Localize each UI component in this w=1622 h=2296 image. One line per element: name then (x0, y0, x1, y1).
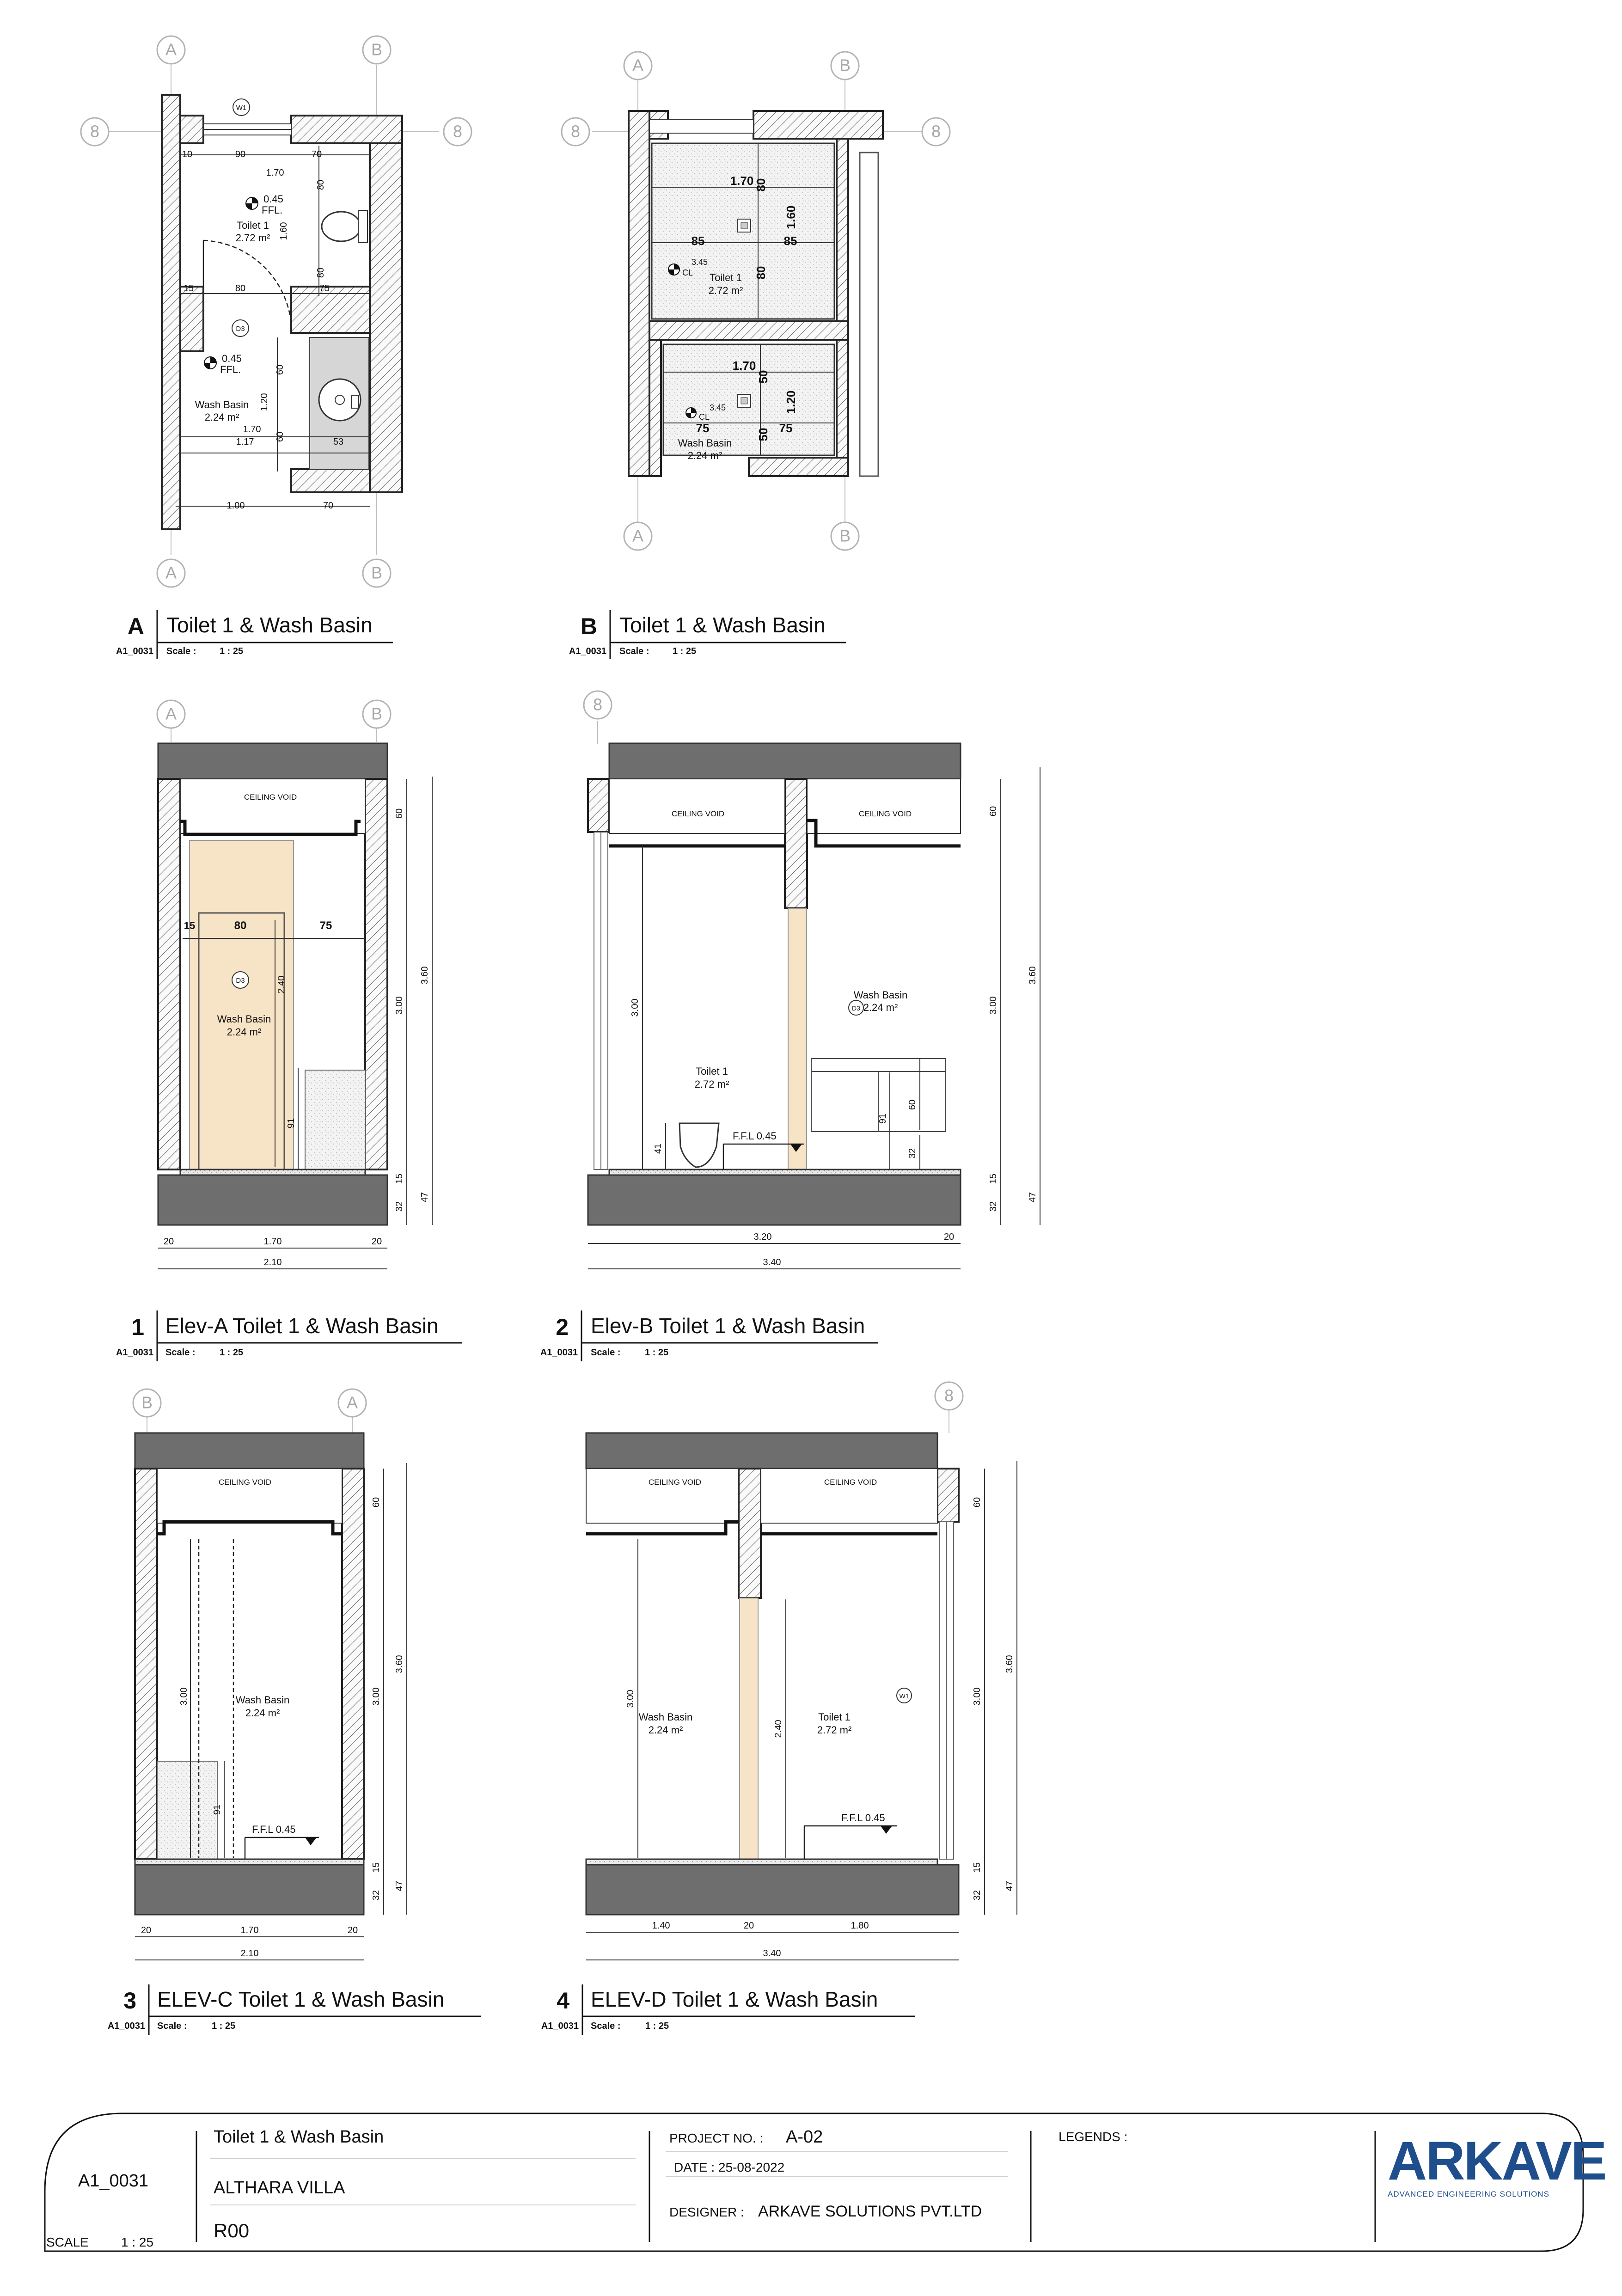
view-scale-label: Scale : (591, 2021, 621, 2031)
tb-project-no-label: PROJECT NO. : (669, 2131, 764, 2145)
dim-text: 32 (988, 1201, 998, 1212)
dim-text: 20 (371, 1237, 382, 1247)
dim-text: 80 (316, 267, 326, 278)
dim-text: 75 (319, 283, 330, 294)
dim-text: 15 (184, 920, 196, 931)
dim-text: 60 (394, 808, 404, 819)
elev-c (133, 1389, 407, 1960)
view-sheet: A1_0031 (541, 2021, 579, 2031)
grid-bubble-b: B (371, 704, 383, 723)
dim-text: 3.60 (1028, 966, 1038, 985)
grid-bubble-a: A (165, 563, 177, 582)
grid-bubble-8: 8 (931, 122, 941, 141)
grid-bubble-b: B (839, 55, 851, 75)
level-value: 0.45 (222, 353, 242, 364)
view-number: 2 (556, 1314, 569, 1340)
view-scale-label: Scale : (165, 1347, 196, 1358)
view-scale: 1 : 25 (212, 2021, 236, 2031)
view-title: Toilet 1 & Wash Basin (166, 613, 373, 637)
room-name-wash: Wash Basin (195, 399, 249, 410)
dim-text: 50 (756, 370, 770, 384)
view-title-elev-b (540, 1310, 878, 1361)
grid-bubble-a: A (632, 526, 644, 545)
room-name-toilet: Toilet 1 (710, 272, 742, 283)
tb-drawing-title: Toilet 1 & Wash Basin (214, 2127, 384, 2147)
dim-text: 15 (972, 1862, 982, 1873)
room-name-toilet: Toilet 1 (696, 1065, 728, 1077)
dim-text: 2.10 (240, 1948, 259, 1959)
dim-text: 1.00 (226, 501, 245, 511)
view-number: 3 (123, 1988, 136, 2014)
tb-designer-label: DESIGNER : (669, 2205, 744, 2219)
view-title: Toilet 1 & Wash Basin (619, 613, 826, 637)
door-tag: D3 (236, 977, 245, 985)
dim-text: 20 (743, 1921, 754, 1931)
ceiling-void-label: CEILING VOID (648, 1478, 702, 1487)
dim-text: 60 (275, 431, 285, 442)
dim-text: 60 (275, 364, 285, 375)
view-scale: 1 : 25 (645, 1347, 669, 1358)
dim-text: 91 (878, 1113, 888, 1124)
tb-project-no: A-02 (786, 2127, 823, 2147)
dim-text: 53 (333, 437, 344, 447)
view-sheet: A1_0031 (569, 646, 606, 656)
dim-text: 1.17 (236, 437, 254, 447)
dim-text: 3.00 (630, 998, 640, 1017)
level-value: 0.45 (263, 193, 283, 205)
dim-text: 1.70 (263, 1237, 282, 1247)
dim-text: 47 (420, 1192, 430, 1203)
view-title-plan-b (569, 610, 846, 659)
dim-text: 91 (212, 1804, 222, 1815)
dim-text: 41 (653, 1143, 663, 1154)
dim-text: 32 (371, 1890, 381, 1901)
dim-text: 3.00 (394, 996, 404, 1015)
tb-sheet-number: A1_0031 (78, 2171, 149, 2191)
elev-b (584, 691, 1040, 1269)
dim-text: 60 (907, 1099, 918, 1110)
view-number: A (127, 613, 144, 639)
tb-scale-label: SCALE (46, 2235, 89, 2249)
view-sheet: A1_0031 (116, 646, 153, 656)
dim-text: 1.70 (243, 424, 261, 435)
ffl-tag: F.F.L 0.45 (733, 1130, 777, 1142)
window-tag: W1 (899, 1692, 909, 1700)
dim-text: 20 (943, 1232, 955, 1242)
view-scale: 1 : 25 (673, 646, 697, 656)
tb-date: DATE : 25-08-2022 (674, 2160, 785, 2174)
room-area-wash: 2.24 m² (204, 411, 239, 423)
room-area-wash: 2.24 m² (863, 1002, 898, 1013)
dim-text: 1.70 (730, 174, 754, 188)
dim-text: 50 (756, 428, 770, 441)
dim-text: 2.40 (276, 975, 287, 994)
window-tag: W1 (236, 104, 247, 112)
dim-text: 2.40 (773, 1720, 783, 1738)
dim-text: 3.00 (988, 996, 998, 1015)
dim-text: 32 (907, 1148, 918, 1159)
dim-text: 20 (163, 1237, 174, 1247)
room-name-wash: Wash Basin (217, 1013, 271, 1025)
grid-bubble-b: B (371, 563, 383, 582)
room-area-wash: 2.24 m² (687, 450, 722, 461)
tb-scale: 1 : 25 (121, 2235, 154, 2249)
room-name-wash: Wash Basin (678, 437, 732, 449)
dim-text: 3.40 (763, 1948, 781, 1959)
grid-bubble-8: 8 (593, 695, 603, 714)
tb-designer: ARKAVE SOLUTIONS PVT.LTD (758, 2203, 982, 2220)
door-tag: D3 (852, 1004, 860, 1012)
elev-a (157, 700, 432, 1269)
dim-text: 1.40 (652, 1921, 670, 1931)
room-area-toilet: 2.72 m² (708, 285, 743, 296)
room-area-wash: 2.24 m² (648, 1724, 683, 1736)
dim-text: 60 (371, 1497, 381, 1508)
dim-text: 1.70 (240, 1925, 259, 1935)
dim-text: 80 (316, 179, 326, 190)
room-name-toilet: Toilet 1 (237, 220, 269, 231)
logo-tagline: ADVANCED ENGINEERING SOLUTIONS (1388, 2190, 1549, 2198)
level-label: CL (699, 412, 710, 422)
view-title: Elev-A Toilet 1 & Wash Basin (165, 1314, 439, 1338)
room-name-wash: Wash Basin (235, 1694, 290, 1706)
title-block (45, 2113, 1606, 2251)
dim-text: 91 (286, 1118, 296, 1129)
ceiling-void-label: CEILING VOID (671, 809, 725, 818)
view-scale: 1 : 25 (645, 2021, 669, 2031)
dim-text: 75 (696, 421, 710, 435)
level-value: 3.45 (692, 257, 708, 267)
grid-bubble-8: 8 (944, 1386, 954, 1405)
room-name-toilet: Toilet 1 (818, 1711, 851, 1723)
dim-text: 3.40 (763, 1257, 781, 1267)
dim-text: 10 (182, 149, 193, 159)
tb-legends-label: LEGENDS : (1059, 2130, 1128, 2144)
grid-bubble-b: B (371, 40, 383, 59)
arkave-logo (1388, 2131, 1606, 2198)
view-scale-label: Scale : (591, 1347, 621, 1358)
dim-text: 60 (972, 1497, 982, 1508)
dim-text: 1.70 (266, 168, 284, 178)
ceiling-void-label: CEILING VOID (858, 809, 912, 818)
dim-text: 20 (347, 1925, 358, 1935)
ceiling-void-label: CEILING VOID (244, 793, 297, 802)
level-label: FFL. (220, 364, 241, 375)
level-value: 3.45 (710, 403, 726, 412)
dim-text: 70 (311, 149, 322, 159)
dim-text: 75 (779, 421, 793, 435)
dim-text: 90 (235, 149, 246, 159)
ceiling-void-label: CEILING VOID (218, 1478, 272, 1487)
room-area-toilet: 2.72 m² (817, 1724, 852, 1736)
dim-text: 80 (754, 178, 768, 192)
view-scale: 1 : 25 (220, 1347, 244, 1358)
view-title-elev-a (116, 1310, 462, 1361)
dim-text: 85 (691, 234, 705, 248)
grid-bubble-8: 8 (90, 122, 100, 141)
dim-text: 1.20 (259, 393, 269, 411)
dim-text: 32 (394, 1201, 404, 1212)
dim-text: 1.60 (784, 205, 798, 229)
view-title: ELEV-D Toilet 1 & Wash Basin (591, 1987, 878, 2011)
dim-text: 20 (141, 1925, 152, 1935)
view-title-elev-c (108, 1984, 481, 2035)
view-number: B (580, 613, 597, 639)
dim-text: 3.20 (753, 1232, 772, 1242)
tb-project-name: ALTHARA VILLA (214, 2178, 345, 2198)
dim-text: 32 (972, 1890, 982, 1901)
grid-bubble-b: B (141, 1393, 153, 1412)
grid-bubble-8: 8 (453, 122, 463, 141)
grid-bubble-a: A (165, 704, 177, 723)
view-title-elev-d (541, 1984, 915, 2035)
view-scale-label: Scale : (157, 2021, 187, 2031)
dim-text: 3.60 (1004, 1655, 1015, 1673)
dim-text: 3.60 (420, 966, 430, 985)
view-scale-label: Scale : (166, 646, 196, 656)
dim-text: 15 (988, 1173, 998, 1184)
room-area-wash: 2.24 m² (245, 1707, 280, 1719)
view-title: Elev-B Toilet 1 & Wash Basin (591, 1314, 865, 1338)
dim-text: 80 (234, 919, 247, 932)
dim-text: 3.00 (625, 1690, 636, 1708)
grid-bubble-a: A (165, 40, 177, 59)
room-name-wash: Wash Basin (638, 1711, 693, 1723)
dim-text: 1.80 (851, 1921, 869, 1931)
dim-text: 85 (783, 234, 797, 248)
dim-text: 1.70 (732, 359, 756, 373)
ffl-tag: F.F.L 0.45 (252, 1824, 296, 1835)
elev-d (586, 1382, 1017, 1960)
dim-text: 3.60 (394, 1655, 404, 1673)
room-area-toilet: 2.72 m² (235, 232, 270, 244)
view-number: 1 (131, 1314, 144, 1340)
room-name-wash: Wash Basin (853, 989, 908, 1001)
dim-text: 80 (235, 283, 246, 294)
ffl-tag: F.F.L 0.45 (841, 1812, 885, 1824)
dim-text: 2.10 (263, 1257, 282, 1267)
dim-text: 3.00 (972, 1687, 982, 1706)
dim-text: 1.60 (279, 222, 289, 240)
dim-text: 3.00 (371, 1687, 381, 1706)
level-label: CL (682, 268, 693, 277)
grid-bubble-8: 8 (570, 122, 581, 141)
view-number: 4 (557, 1988, 569, 2014)
grid-bubble-a: A (346, 1393, 358, 1412)
room-area-wash: 2.24 m² (226, 1026, 262, 1038)
view-title: ELEV-C Toilet 1 & Wash Basin (157, 1987, 445, 2011)
dim-text: 47 (1028, 1192, 1038, 1203)
dim-text: 1.20 (784, 390, 798, 414)
grid-bubble-b: B (839, 526, 851, 545)
logo-wordmark: ARKAVE (1388, 2131, 1606, 2192)
view-scale: 1 : 25 (220, 646, 244, 656)
dim-text: 3.00 (179, 1687, 189, 1706)
grid-bubble-a: A (632, 55, 644, 75)
view-sheet: A1_0031 (540, 1347, 578, 1358)
dim-text: 60 (988, 806, 998, 817)
view-title-plan-a (116, 610, 393, 659)
view-sheet: A1_0031 (107, 2021, 145, 2031)
level-label: FFL. (262, 204, 283, 216)
dim-text: 47 (1004, 1880, 1015, 1892)
door-tag: D3 (236, 325, 245, 333)
dim-text: 15 (394, 1173, 404, 1184)
plan-a (81, 36, 471, 587)
view-scale-label: Scale : (619, 646, 649, 656)
tb-revision: R00 (214, 2220, 250, 2241)
ceiling-void-label: CEILING VOID (824, 1478, 877, 1487)
view-sheet: A1_0031 (116, 1347, 153, 1358)
dim-text: 47 (394, 1880, 404, 1892)
room-area-toilet: 2.72 m² (694, 1078, 729, 1090)
dim-text: 80 (754, 266, 768, 280)
plan-b (562, 52, 950, 550)
dim-text: 15 (371, 1862, 381, 1873)
dim-text: 70 (323, 501, 334, 511)
dim-text: 75 (319, 919, 332, 932)
dim-text: 15 (183, 283, 194, 294)
